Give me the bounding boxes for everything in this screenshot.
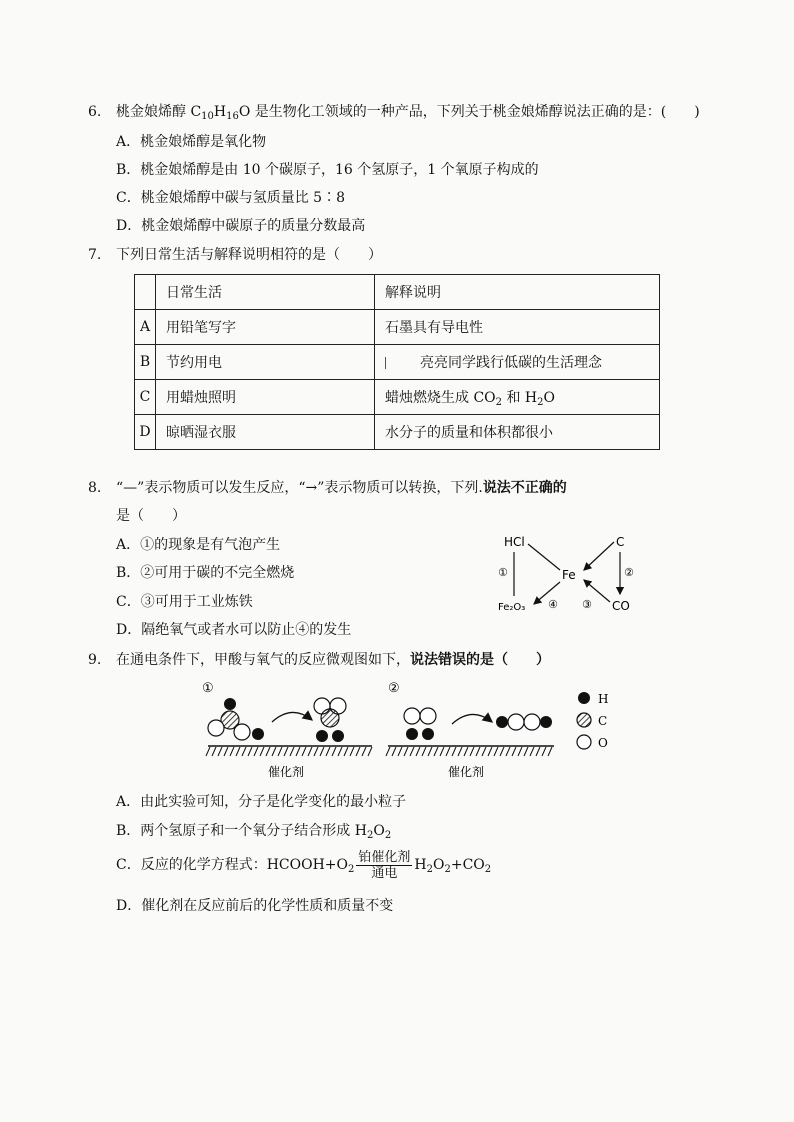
o-atom [208, 720, 224, 736]
row-life: 晾晒湿衣服 [156, 415, 375, 450]
step-2-label: ② [388, 681, 400, 696]
row-label: A [135, 310, 156, 345]
q6-sub: 10 [201, 111, 214, 122]
o-atom [404, 708, 420, 724]
q6-sub: 16 [226, 111, 239, 122]
row-explain [375, 380, 660, 415]
h-atom [496, 716, 508, 728]
q9-option-d: D．催化剂在反应前后的化学性质和质量不变 [116, 898, 394, 914]
q9-stem-bold: 说法错误的是（ ） [410, 652, 550, 668]
table-header-cell: 解释说明 [375, 275, 660, 310]
reaction-arrow-2 [452, 714, 492, 724]
q9-b-sub: 2 [366, 830, 374, 841]
q9-stem-text: 在通电条件下，甲酸与氧气的反应微观图如下， [116, 652, 410, 668]
table-header-row [135, 275, 660, 310]
q6-option-d: D．桃金娘烯醇中碳原子的质量分数最高 [116, 218, 366, 234]
catalyst-hatching-2 [386, 747, 552, 756]
h-atom [252, 728, 264, 740]
q9-option-b [116, 821, 391, 841]
o-atom [508, 714, 524, 730]
h-atom [316, 730, 328, 742]
reaction-arrow-1 [272, 712, 312, 722]
h-atom [224, 698, 236, 710]
o-atom [234, 724, 250, 740]
q9-b-part: B．两个氢原子和一个氧分子结合形成 H [116, 823, 367, 839]
label-fe2o3: Fe₂O₃ [498, 602, 526, 613]
label-c: C [616, 535, 625, 549]
explain-part: 和 H [502, 390, 538, 406]
catalyst-hatching-1 [206, 747, 372, 756]
legend-o-swatch [577, 735, 591, 749]
q9-c-sub: 2 [484, 864, 492, 875]
legend-h-swatch [578, 692, 590, 704]
explain-sub: 2 [537, 397, 544, 408]
arrow-c-fe [584, 542, 614, 570]
q8-stem-text: “—”表示物质可以发生反应，“→”表示物质可以转换，下列. [116, 480, 483, 496]
stray-mark [385, 357, 420, 369]
q9-c-sub: 2 [444, 864, 451, 875]
row-label: D [135, 415, 156, 450]
legend-h-label: H [598, 692, 609, 706]
table-row [135, 345, 660, 380]
q8-stem-bold: 说法不正确的 [482, 480, 567, 496]
h-atom [332, 730, 344, 742]
question-6-stem [116, 102, 700, 122]
o-atom [420, 708, 436, 724]
table-header-cell [135, 275, 156, 310]
row-explain-text: 亮亮同学践行低碳的生活理念 [420, 355, 602, 371]
label-co: CO [612, 599, 630, 613]
table-row [135, 415, 660, 450]
row-label: B [135, 345, 156, 380]
legend-o-label: O [598, 736, 608, 750]
explain-part: O [543, 390, 555, 406]
reaction-condition [356, 850, 412, 881]
table-header-cell: 日常生活 [156, 275, 375, 310]
question-7-number: 7. [88, 247, 102, 263]
question-9-stem [116, 650, 550, 670]
row-life: 用铅笔写字 [156, 310, 375, 345]
row-life: 节约用电 [156, 345, 375, 380]
h-atom [406, 728, 418, 740]
q6-option-a: A．桃金娘烯醇是氧化物 [116, 134, 267, 150]
condition-top: 铂催化剂 [358, 849, 411, 865]
q6-option-b: B．桃金娘烯醇是由 10 个碳原子，16 个氢原子，1 个氧原子构成的 [116, 162, 539, 178]
circle-num-2: ② [624, 566, 634, 579]
row-life: 用蜡烛照明 [156, 380, 375, 415]
q8-transformation-diagram [498, 532, 658, 622]
catalyst-label-2: 催化剂 [448, 765, 485, 779]
q9-option-a: A．由此实验可知，分子是化学变化的最小粒子 [116, 794, 407, 810]
circle-num-4: ④ [548, 598, 558, 611]
line-hcl-fe [528, 544, 560, 570]
label-fe: Fe [562, 568, 576, 582]
legend-c-swatch [577, 713, 591, 727]
q9-reaction-diagram [200, 676, 620, 786]
row-label: C [135, 380, 156, 415]
q6-stem-part: O 是生物化工领域的一种产品，下列关于桃金娘烯醇说法正确的是：( ) [238, 104, 700, 120]
q9-c-sub: 2 [426, 864, 433, 875]
explain-sub: 2 [495, 397, 503, 408]
row-explain: 石墨具有导电性 [375, 310, 660, 345]
catalyst-label-1: 催化剂 [268, 765, 305, 779]
h-atom [422, 728, 434, 740]
q8-stem-continued: 是（ ） [116, 508, 186, 524]
o-atom [524, 714, 540, 730]
step-1-label: ① [202, 681, 214, 696]
q9-c-part: C．反应的化学方程式：HCOOH+O [116, 857, 349, 873]
q6-stem-part: H [213, 104, 227, 120]
explain-part: 蜡烛燃烧生成 CO [385, 390, 496, 406]
q8-option-a: A．①的现象是有气泡产生 [116, 537, 281, 553]
circle-num-1: ① [498, 566, 508, 579]
c-atom [321, 709, 339, 727]
q8-option-c: C．③可用于工业炼铁 [116, 594, 253, 610]
q9-c-sub: 2 [348, 864, 355, 875]
label-hcl: HCl [504, 535, 525, 549]
q9-option-c [116, 848, 491, 882]
q9-c-part: H [414, 857, 427, 873]
q7-table [134, 274, 660, 450]
q6-stem-part: 桃金娘烯醇 C [116, 104, 202, 120]
question-8-stem [116, 478, 567, 498]
table-row [135, 310, 660, 345]
circle-num-3: ③ [582, 598, 592, 611]
row-explain [375, 345, 660, 380]
q8-option-d: D．隔绝氧气或者水可以防止④的发生 [116, 622, 352, 638]
q8-option-b: B．②可用于碳的不完全燃烧 [116, 565, 295, 581]
q9-b-sub: 2 [384, 830, 392, 841]
h-atom [540, 716, 552, 728]
table-row [135, 380, 660, 415]
question-8-number: 8. [88, 480, 102, 496]
question-9-number: 9. [88, 652, 102, 668]
q6-option-c: C．桃金娘烯醇中碳与氢质量比 5∶8 [116, 190, 345, 206]
q9-c-part: +CO [450, 857, 485, 873]
row-explain: 水分子的质量和体积都很小 [375, 415, 660, 450]
q9-b-part: O [373, 823, 385, 839]
q9-c-part: O [433, 857, 445, 873]
question-7-stem: 下列日常生活与解释说明相符的是（ ） [116, 247, 382, 263]
legend-c-label: C [598, 714, 608, 728]
question-6-number: 6. [88, 104, 102, 120]
condition-bottom: 通电 [371, 865, 398, 881]
